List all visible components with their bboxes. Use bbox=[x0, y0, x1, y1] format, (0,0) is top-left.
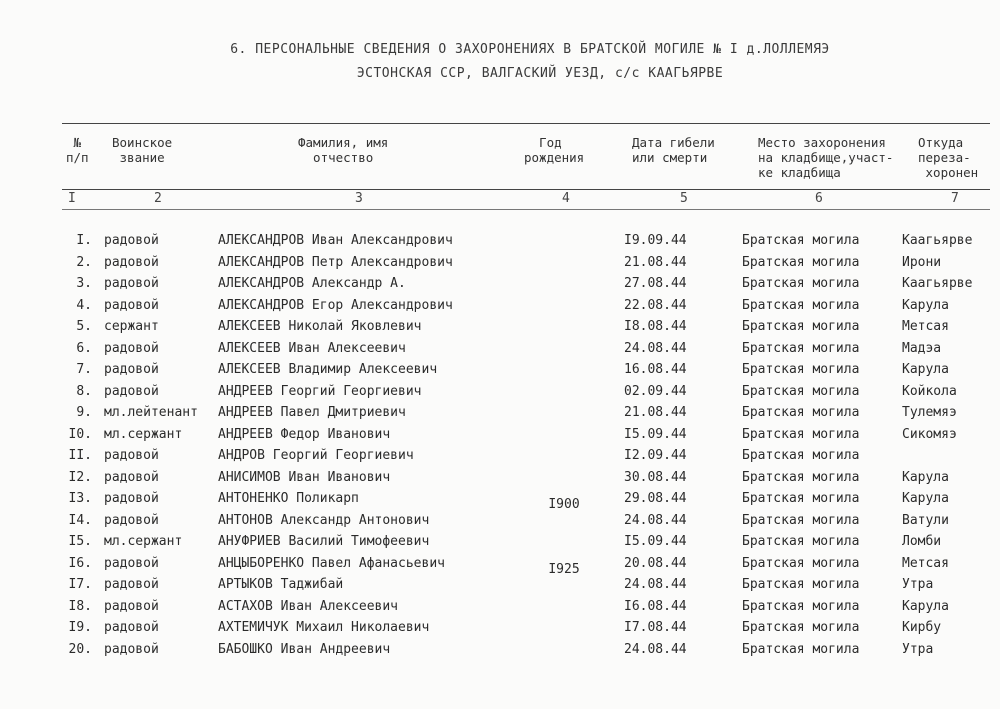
table-row bbox=[0, 359, 1000, 380]
row-number: 2. bbox=[76, 254, 92, 270]
row-death-date: 27.08.44 bbox=[624, 276, 687, 291]
row-burial-place: Братская могила bbox=[742, 340, 860, 356]
row-full-name: АНЦЫБОРЕНКО Павел Афанасьевич bbox=[218, 555, 445, 571]
row-origin: Утра bbox=[902, 641, 934, 657]
table-row bbox=[0, 381, 1000, 402]
document-title-line-2: ЭСТОНСКАЯ ССР, ВАЛГАСКИЙ УЕЗД, с/с КААГЬЯРВЕ bbox=[356, 66, 724, 81]
row-origin: Карула bbox=[902, 297, 949, 313]
row-death-date: I6.08.44 bbox=[624, 598, 687, 614]
row-origin: Метсая bbox=[902, 319, 949, 334]
column-number-7: 7 bbox=[951, 191, 959, 206]
row-rank: радовой bbox=[104, 276, 159, 291]
row-death-date: 30.08.44 bbox=[624, 469, 687, 485]
column-number-4: 4 bbox=[562, 191, 570, 206]
row-burial-place: Братская могила bbox=[742, 577, 860, 592]
row-number: 4. bbox=[76, 297, 92, 313]
row-burial-place: Братская могила bbox=[742, 491, 860, 506]
header-col-burial-place: Место захоронения на кладбище,участ- ке кладбища bbox=[758, 135, 894, 180]
row-full-name: АНДРЕЕВ Павел Дмитриевич bbox=[218, 405, 406, 420]
row-death-date: 24.08.44 bbox=[624, 340, 687, 356]
header-divider-rule bbox=[62, 189, 990, 190]
row-rank: радовой bbox=[104, 555, 159, 571]
row-full-name: БАБОШКО Иван Андреевич bbox=[218, 641, 391, 657]
table-row bbox=[0, 273, 1000, 294]
table-row bbox=[0, 467, 1000, 488]
row-death-date: I7.08.44 bbox=[624, 620, 687, 635]
row-full-name: АРТЫКОВ Таджибай bbox=[218, 577, 344, 592]
row-origin: Ирони bbox=[902, 254, 942, 270]
row-death-date: 20.08.44 bbox=[624, 555, 687, 571]
header-col-death-date: Дата гибели или смерти bbox=[632, 135, 715, 165]
row-full-name: АЛЕКСЕЕВ Николай Яковлевич bbox=[218, 319, 422, 334]
row-burial-place: Братская могила bbox=[742, 405, 860, 420]
column-number-3: 3 bbox=[355, 191, 363, 206]
row-death-date: I5.09.44 bbox=[624, 426, 687, 442]
row-origin: Карула bbox=[902, 598, 949, 614]
row-burial-place: Братская могила bbox=[742, 233, 860, 248]
row-number: 9. bbox=[76, 405, 92, 420]
row-origin: Сикомяэ bbox=[902, 426, 957, 442]
table-row bbox=[0, 445, 1000, 466]
row-origin: Койкола bbox=[902, 383, 957, 399]
row-origin: Карула bbox=[902, 362, 949, 377]
table-row bbox=[0, 488, 1000, 512]
row-rank: радовой bbox=[104, 512, 159, 528]
column-number-rule bbox=[62, 209, 990, 210]
table-row bbox=[0, 424, 1000, 445]
table-row bbox=[0, 639, 1000, 660]
row-burial-place: Братская могила bbox=[742, 598, 860, 614]
row-number: 6. bbox=[76, 340, 92, 356]
row-rank: радовой bbox=[104, 297, 159, 313]
row-full-name: АЛЕКСАНДРОВ Егор Александрович bbox=[218, 297, 453, 313]
row-rank: сержант bbox=[104, 319, 159, 334]
row-burial-place: Братская могила bbox=[742, 534, 860, 549]
table-row bbox=[0, 510, 1000, 531]
table-row bbox=[0, 617, 1000, 638]
row-number: I. bbox=[76, 233, 92, 248]
row-burial-place: Братская могила bbox=[742, 254, 860, 270]
row-burial-place: Братская могила bbox=[742, 319, 860, 334]
table-row bbox=[0, 295, 1000, 316]
row-death-date: 02.09.44 bbox=[624, 383, 687, 399]
row-full-name: АНТОНЕНКО Поликарп bbox=[218, 491, 359, 506]
header-col-rank: Воинское звание bbox=[112, 135, 173, 165]
row-rank: радовой bbox=[104, 448, 159, 463]
row-rank: радовой bbox=[104, 620, 159, 635]
table-row bbox=[0, 338, 1000, 359]
row-full-name: АЛЕКСЕЕВ Иван Алексеевич bbox=[218, 340, 406, 356]
row-number: I3. bbox=[68, 491, 92, 506]
row-origin: Карула bbox=[902, 491, 949, 506]
row-death-date: I2.09.44 bbox=[624, 448, 687, 463]
row-number: I7. bbox=[68, 577, 92, 592]
row-origin: Карула bbox=[902, 469, 949, 485]
row-death-date: I5.09.44 bbox=[624, 534, 687, 549]
row-rank: радовой bbox=[104, 598, 159, 614]
row-full-name: АНТОНОВ Александр Антонович bbox=[218, 512, 430, 528]
row-origin: Каагьярве bbox=[902, 233, 973, 248]
row-death-date: 16.08.44 bbox=[624, 362, 687, 377]
header-col-number: № п/п bbox=[66, 135, 89, 165]
row-origin: Кирбу bbox=[902, 620, 942, 635]
row-death-date: I8.08.44 bbox=[624, 319, 687, 334]
row-number: I5. bbox=[68, 534, 92, 549]
row-rank: радовой bbox=[104, 383, 159, 399]
row-origin: Мадэа bbox=[902, 340, 942, 356]
row-full-name: АЛЕКСАНДРОВ Александр А. bbox=[218, 276, 406, 291]
row-death-date: I9.09.44 bbox=[624, 233, 687, 248]
column-number-6: 6 bbox=[815, 191, 823, 206]
row-rank: радовой bbox=[104, 491, 159, 506]
row-rank: радовой bbox=[104, 362, 159, 377]
row-full-name: АЛЕКСАНДРОВ Петр Александрович bbox=[218, 254, 453, 270]
row-rank: радовой bbox=[104, 340, 159, 356]
row-burial-place: Братская могила bbox=[742, 448, 860, 463]
row-origin: Ватули bbox=[902, 512, 949, 528]
row-number: I0. bbox=[68, 426, 92, 442]
row-origin: Тулемяэ bbox=[902, 405, 957, 420]
row-number: 7. bbox=[76, 362, 92, 377]
row-number: I2. bbox=[68, 469, 92, 485]
row-death-date: 21.08.44 bbox=[624, 254, 687, 270]
row-burial-place: Братская могила bbox=[742, 512, 860, 528]
row-burial-place: Братская могила bbox=[742, 383, 860, 399]
row-rank: радовой bbox=[104, 254, 159, 270]
column-number-1: I bbox=[68, 191, 76, 206]
row-death-date: 22.08.44 bbox=[624, 297, 687, 313]
row-number: I4. bbox=[68, 512, 92, 528]
row-full-name: АЛЕКСАНДРОВ Иван Александрович bbox=[218, 233, 453, 248]
header-col-origin: Откуда перезa- хоронен bbox=[918, 135, 979, 180]
row-number: 5. bbox=[76, 319, 92, 334]
document-title-line-1: 6. ПЕРСОНАЛЬНЫЕ СВЕДЕНИЯ О ЗАХОРОНЕНИЯХ В БРАТСКОЙ МОГИЛЕ № I д.ЛОЛЛЕМЯЭ bbox=[230, 42, 830, 57]
row-burial-place: Братская могила bbox=[742, 426, 860, 442]
row-death-date: 21.08.44 bbox=[624, 405, 687, 420]
row-burial-place: Братская могила bbox=[742, 276, 860, 291]
row-full-name: АЛЕКСЕЕВ Владимир Алексеевич bbox=[218, 362, 438, 377]
row-full-name: АНДРОВ Георгий Георгиевич bbox=[218, 448, 414, 463]
row-number: I9. bbox=[68, 620, 92, 635]
row-number: II. bbox=[68, 448, 92, 463]
row-number: 8. bbox=[76, 383, 92, 399]
row-number: I6. bbox=[68, 555, 92, 571]
header-col-name: Фамилия, имя отчество bbox=[298, 135, 389, 165]
table-row bbox=[0, 316, 1000, 337]
row-number: I8. bbox=[68, 598, 92, 614]
row-death-date: 24.08.44 bbox=[624, 512, 687, 528]
row-burial-place: Братская могила bbox=[742, 469, 860, 485]
row-full-name: АХТЕМИЧУК Михаил Николаевич bbox=[218, 620, 430, 635]
table-row bbox=[0, 553, 1000, 577]
row-full-name: АСТАХОВ Иван Алексеевич bbox=[218, 598, 399, 614]
column-number-2: 2 bbox=[154, 191, 162, 206]
row-rank: мл.сержант bbox=[104, 426, 183, 442]
row-burial-place: Братская могила bbox=[742, 297, 860, 313]
row-full-name: АНДРЕЕВ Георгий Георгиевич bbox=[218, 383, 422, 399]
row-number: 20. bbox=[68, 641, 92, 657]
row-burial-place: Братская могила bbox=[742, 555, 860, 571]
row-birth-year: I900 bbox=[548, 497, 580, 512]
row-rank: радовой bbox=[104, 577, 159, 592]
table-top-rule bbox=[62, 123, 990, 124]
row-rank: мл.сержант bbox=[104, 534, 183, 549]
row-birth-year: I925 bbox=[548, 561, 580, 577]
table-row bbox=[0, 596, 1000, 617]
row-origin: Утра bbox=[902, 577, 934, 592]
row-full-name: АНДРЕЕВ Федор Иванович bbox=[218, 426, 391, 442]
row-death-date: 29.08.44 bbox=[624, 491, 687, 506]
table-row bbox=[0, 230, 1000, 251]
row-burial-place: Братская могила bbox=[742, 620, 860, 635]
row-origin: Метсая bbox=[902, 555, 949, 571]
row-rank: радовой bbox=[104, 641, 159, 657]
row-number: 3. bbox=[76, 276, 92, 291]
row-full-name: АНИСИМОВ Иван Иванович bbox=[218, 469, 391, 485]
row-burial-place: Братская могила bbox=[742, 641, 860, 657]
row-rank: радовой bbox=[104, 233, 159, 248]
row-rank: мл.лейтенант bbox=[104, 405, 198, 420]
row-death-date: 24.08.44 bbox=[624, 577, 687, 592]
row-origin: Ломби bbox=[902, 534, 942, 549]
row-rank: радовой bbox=[104, 469, 159, 485]
table-row bbox=[0, 574, 1000, 595]
row-death-date: 24.08.44 bbox=[624, 641, 687, 657]
column-number-5: 5 bbox=[680, 191, 688, 206]
row-burial-place: Братская могила bbox=[742, 362, 860, 377]
row-full-name: АНУФРИЕВ Василий Тимофеевич bbox=[218, 534, 430, 549]
table-row bbox=[0, 531, 1000, 552]
row-origin: Каагьярве bbox=[902, 276, 973, 291]
table-row bbox=[0, 402, 1000, 423]
header-col-birth-year: Год рождения bbox=[524, 135, 585, 165]
table-row bbox=[0, 252, 1000, 273]
